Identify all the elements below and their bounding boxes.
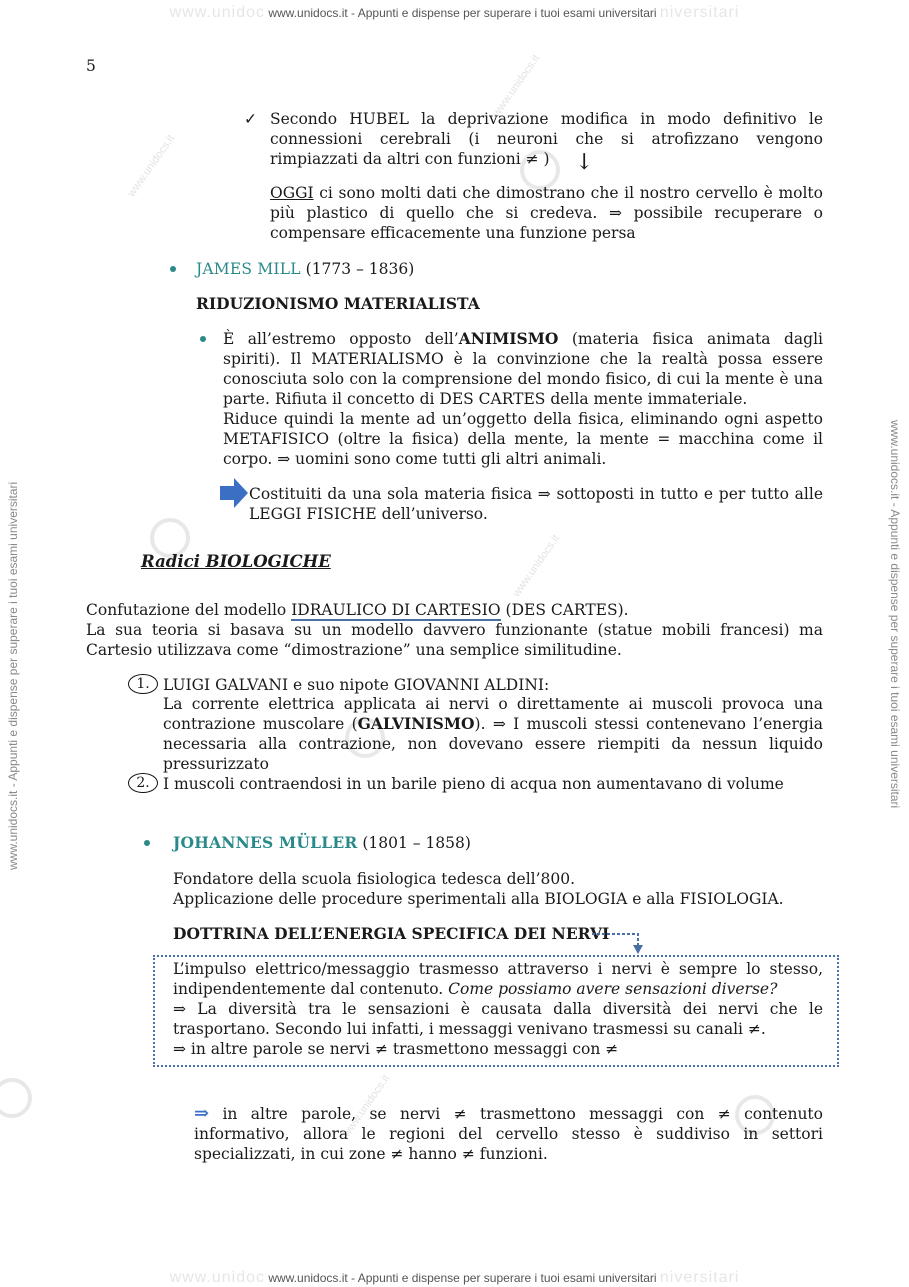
watermark-top-text: www.unidocs.it - Appunti e dispense per superare i tuoi esami universitari <box>268 6 657 20</box>
box-question: Come possiamo avere sensazioni diverse? <box>448 980 778 998</box>
final-paragraph <box>194 1104 823 1164</box>
box-pre: L’impulso elettrico/messaggio trasmesso attraverso i nervi è sempre lo stesso, indipendentemente dal contenuto. <box>173 960 823 998</box>
mill-title <box>196 259 414 279</box>
watermark-ghost-left: www.unidoc <box>169 4 265 21</box>
double-arrow-icon: ⇒ <box>194 1103 210 1124</box>
check-icon: ✓ <box>244 110 257 128</box>
arrow-down-icon: ↓ <box>575 150 594 175</box>
mill-dates: (1773 – 1836) <box>300 260 415 278</box>
mill-arrow-text: Costituiti da una sola materia fisica ⇒ sottoposti in tutto e per tutto alle LEGGI FISICHE dell’universo. <box>249 485 823 523</box>
watermark-diag: www.unidocs.it <box>490 52 543 120</box>
mill-paragraph <box>223 329 823 409</box>
animismo-term: ANIMISMO <box>458 329 559 348</box>
muller-heading: DOTTRINA DELL’ENERGIA SPECIFICA DEI NERVI <box>173 924 610 943</box>
muller-name: JOHANNES MÜLLER <box>173 833 358 852</box>
muller-dates: (1801 – 1858) <box>357 834 471 852</box>
radici-line1 <box>86 600 629 620</box>
hubel-paragraph: Secondo HUBEL la deprivazione modifica in modo definitivo le connessioni cerebrali (i neuroni che si atrofizzano vengono rimpiazzati da altri con funzioni ≠ ) <box>270 110 823 168</box>
muller-title <box>173 833 471 853</box>
item1-post: ). ⇒ I muscoli stessi contenevano l’energia necessaria alla contrazione, non dovevano essere riempiti da nessun liquido pressurizzato <box>163 715 823 773</box>
watermark-ghost-left-bottom: www.unidoc <box>169 1269 265 1286</box>
watermark-ghost-right-bottom: niversitari <box>659 1269 740 1286</box>
dotted-arrow-icon <box>590 928 650 956</box>
box-line3: ⇒ La diversità tra le sensazioni è causata dalla diversità dei nervi che le trasportano. Secondo lui infatti, i messaggi venivano trasmessi su canali ≠. <box>173 1000 823 1038</box>
muller-line2: Applicazione delle procedure sperimentali alla BIOLOGIA e alla FISIOLOGIA. <box>173 890 784 908</box>
mill-name: JAMES MILL <box>196 260 301 278</box>
list-item1-text <box>163 694 823 774</box>
watermark-ghost-right: niversitari <box>659 4 740 21</box>
bullet-icon <box>170 266 176 272</box>
oggi-label: OGGI <box>270 184 314 202</box>
number-badge: 1. <box>128 674 158 694</box>
radici-paragraph: La sua teoria si basava su un modello davvero funzionante (statue mobili francesi) ma Cartesio utilizzava come “dimostrazione” una semplice similitudine. <box>86 621 823 659</box>
watermark-bottom-text: www.unidocs.it - Appunti e dispense per superare i tuoi esami universitari <box>268 1271 657 1285</box>
oggi-paragraph <box>270 183 823 243</box>
final-text: in altre parole, se nervi ≠ trasmettono messaggi con ≠ contenuto informativo, allora le regioni del cervello stesso è suddiviso in settori specializzati, in cui zone ≠ hanno ≠ funzioni. <box>194 1105 823 1163</box>
list-item1-head: LUIGI GALVANI e suo nipote GIOVANNI ALDINI: <box>163 676 550 694</box>
watermark-diag: www.unidocs.it <box>125 132 178 200</box>
watermark-right-side: www.unidocs.it - Appunti e dispense per superare i tuoi esami universitari <box>888 420 902 809</box>
watermark-bottom <box>0 1269 909 1287</box>
idraulico-term: IDRAULICO DI CARTESIO <box>291 601 501 619</box>
bullet-icon <box>144 840 150 846</box>
page-number: 5 <box>86 57 96 75</box>
oggi-text: ci sono molti dati che dimostrano che il nostro cervello è molto più plastico di quello che si credeva. ⇒ possibile recuperare o compensare efficacemente una funzione persa <box>270 184 823 242</box>
mill-para-rest: (materia fisica animata dagli spiriti). Il MATERIALISMO è la convinzione che la realtà possa essere conosciuta solo con la comprensione del mondo fisico, di cui la mente è una parte. Rifiuta il concetto di DES CARTES della mente immateriale. <box>223 330 824 408</box>
number-badge: 2. <box>128 773 158 793</box>
radici-line1-post: (DES CARTES). <box>500 601 629 619</box>
section-heading: Radici BIOLOGICHE <box>141 552 331 571</box>
box-text <box>173 959 823 999</box>
watermark-diag: www.unidocs.it <box>510 532 563 600</box>
watermark-diag: www.unidocs.it <box>340 1072 393 1140</box>
list-item2-text: I muscoli contraendosi in un barile pieno di acqua non aumentavano di volume <box>163 775 784 793</box>
arrow-right-icon <box>220 478 248 508</box>
watermark-top <box>0 4 909 22</box>
galvinismo-term: GALVINISMO <box>357 714 475 733</box>
item1-pre: La corrente elettrica applicata ai nervi o direttamente ai muscoli provoca una contrazione muscolare ( <box>163 695 823 733</box>
watermark-logo-icon <box>0 1078 32 1118</box>
mill-paragraph-2: Riduce quindi la mente ad un’oggetto della fisica, eliminando ogni aspetto METAFISICO (oltre la fisica) della mente, la mente = macchina come il corpo. ⇒ uomini sono come tutti gli altri animali. <box>223 410 823 468</box>
mill-heading: RIDUZIONISMO MATERIALISTA <box>196 294 480 313</box>
muller-line1: Fondatore della scuola fisiologica tedesca dell’800. <box>173 870 576 888</box>
mill-para-pre: È all’estremo opposto dell’ <box>223 330 459 348</box>
radici-line1-pre: Confutazione del modello <box>86 601 292 619</box>
box-line4: ⇒ in altre parole se nervi ≠ trasmettono messaggi con ≠ <box>173 1040 619 1058</box>
watermark-left-side: www.unidocs.it - Appunti e dispense per superare i tuoi esami universitari <box>6 481 20 870</box>
bullet-icon <box>200 336 206 342</box>
